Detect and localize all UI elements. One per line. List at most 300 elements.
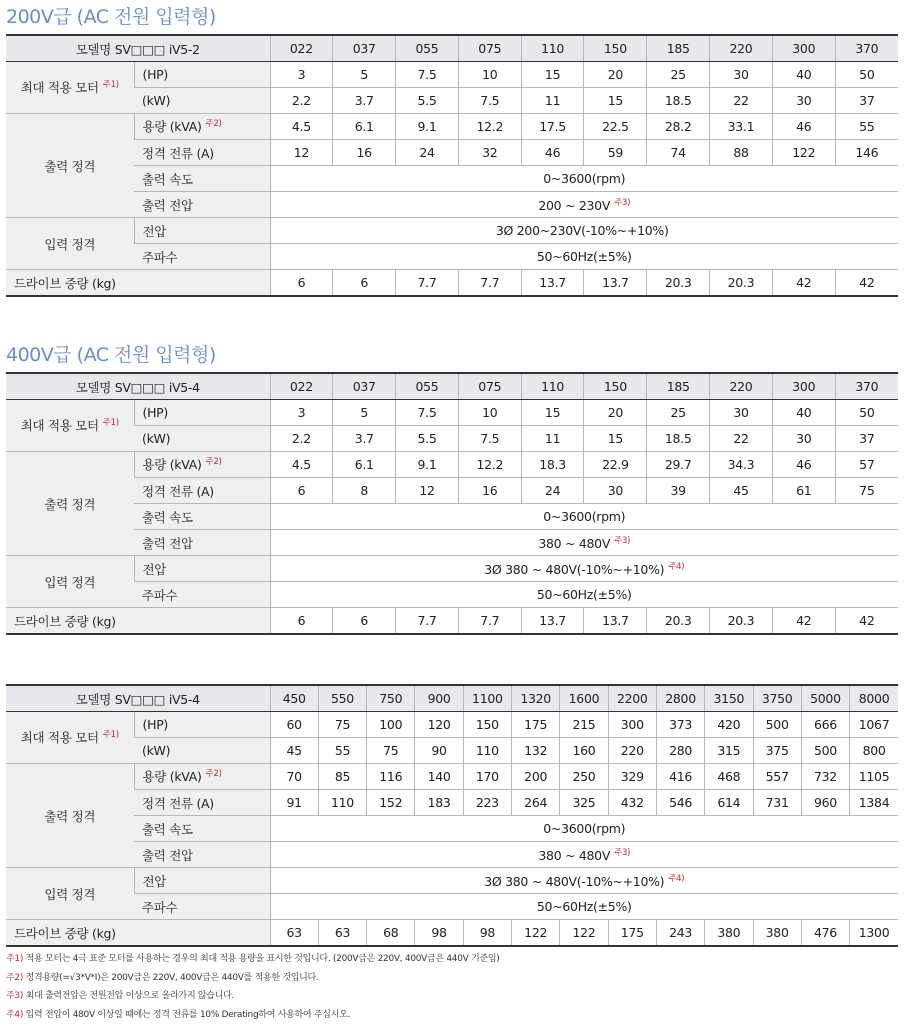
row-label-text: 입력 정격 (44, 236, 96, 252)
footnote-2: 주2) 정격용량(=√3*V*I)은 200V급은 220V, 400V급은 440V를 적용한 것입니다. (6, 972, 319, 983)
row-capacity (6, 452, 898, 478)
sub-label (134, 452, 270, 478)
row-label-text: 출력 전압 (142, 847, 193, 863)
weight-label: 드라이브 중량 (kg) (6, 920, 270, 947)
cell-capacity: 85 (318, 764, 366, 790)
row-speed (6, 504, 898, 530)
row-label-text: (HP) (142, 405, 168, 420)
cell-weight: 476 (801, 920, 849, 947)
cell-hp: 373 (656, 712, 704, 738)
sub-label (134, 192, 270, 218)
sub-label (134, 426, 270, 452)
cell-hp: 1067 (850, 712, 898, 738)
cell-capacity: 416 (656, 764, 704, 790)
cell-capacity: 9.1 (396, 452, 459, 478)
model-code: 370 (835, 373, 898, 400)
model-code: 220 (710, 373, 773, 400)
row-kw (6, 738, 898, 764)
cell-weight: 13.7 (521, 608, 584, 635)
row-label-text: 정격 전류 (A) (142, 795, 214, 811)
model-code: 037 (333, 35, 396, 62)
cell-hp: 3 (270, 400, 333, 426)
cell-kw: 18.5 (647, 426, 710, 452)
category-max-motor (6, 712, 134, 764)
model-code: 055 (396, 373, 459, 400)
row-label-text: 주파수 (142, 899, 178, 915)
cell-hp: 420 (705, 712, 753, 738)
cell-input-voltage (270, 556, 898, 582)
row-kw (6, 88, 898, 114)
row-label-text: 정격 전류 (A) (142, 483, 214, 499)
category-input-rating (6, 218, 134, 270)
cell-hp: 20 (584, 62, 647, 88)
model-code: 185 (647, 373, 710, 400)
cell-kw: 7.5 (458, 426, 521, 452)
cell-kw: 30 (772, 426, 835, 452)
model-code: 220 (710, 35, 773, 62)
cell-hp: 40 (772, 62, 835, 88)
cell-weight: 13.7 (521, 270, 584, 297)
cell-hp: 50 (835, 62, 898, 88)
cell-output-voltage (270, 192, 898, 218)
row-weight (6, 608, 898, 635)
row-label-text: 3Ø 380 ~ 480V(-10%~+10%) (484, 874, 665, 890)
sub-label (134, 166, 270, 192)
row-label-text: 최대 적용 모터 (20, 418, 99, 434)
cell-current: 61 (772, 478, 835, 504)
cell-input-voltage (270, 218, 898, 244)
cell-capacity: 200 (512, 764, 560, 790)
cell-hp: 666 (801, 712, 849, 738)
cell-capacity: 34.3 (710, 452, 773, 478)
cell-capacity: 29.7 (647, 452, 710, 478)
cell-kw: 75 (367, 738, 415, 764)
cell-kw: 315 (705, 738, 753, 764)
cell-kw: 22 (710, 426, 773, 452)
row-label-text: 출력 정격 (44, 158, 96, 174)
cell-current: 39 (647, 478, 710, 504)
model-code: 1320 (512, 685, 560, 712)
cell-hp: 300 (608, 712, 656, 738)
cell-current: 264 (512, 790, 560, 816)
model-code: 300 (772, 35, 835, 62)
cell-speed: 0~3600(rpm) (270, 816, 898, 842)
cell-current: 88 (710, 140, 773, 166)
cell-kw: 110 (463, 738, 511, 764)
cell-capacity: 46 (772, 452, 835, 478)
weight-label: 드라이브 중량 (kg) (6, 608, 270, 635)
cell-weight: 98 (463, 920, 511, 947)
row-label-text: 380 ~ 480V (538, 848, 611, 864)
cell-kw: 3.7 (333, 426, 396, 452)
row-input-voltage (6, 218, 898, 244)
cell-capacity: 732 (801, 764, 849, 790)
model-code: 3750 (753, 685, 801, 712)
cell-weight: 68 (367, 920, 415, 947)
cell-kw: 3.7 (333, 88, 396, 114)
cell-hp: 500 (753, 712, 801, 738)
cell-weight: 42 (835, 608, 898, 635)
weight-label: 드라이브 중량 (kg) (6, 270, 270, 297)
cell-frequency: 50~60Hz(±5%) (270, 894, 898, 920)
cell-kw: 37 (835, 426, 898, 452)
cell-capacity: 22.9 (584, 452, 647, 478)
category-max-motor (6, 62, 134, 114)
cell-current: 16 (458, 478, 521, 504)
footnote-3: 주3) 최대 출력전압은 전원전압 이상으로 올라가지 않습니다. (6, 991, 235, 1001)
footnote-ref: 주1) (102, 730, 119, 741)
category-input-rating (6, 556, 134, 608)
cell-hp: 100 (367, 712, 415, 738)
cell-input-voltage (270, 868, 898, 894)
section-title-400v: 400V급 (AC 전원 입력형) (6, 344, 216, 366)
footnote-ref: 주4) (668, 561, 685, 572)
cell-weight: 42 (772, 270, 835, 297)
row-label-text: 380 ~ 480V (538, 536, 611, 552)
cell-weight: 7.7 (396, 270, 459, 297)
table-header-row (6, 373, 898, 400)
cell-current: 91 (270, 790, 318, 816)
row-label-text: 출력 속도 (142, 171, 193, 187)
cell-kw: 15 (584, 426, 647, 452)
cell-kw: 22 (710, 88, 773, 114)
cell-weight: 6 (270, 270, 333, 297)
row-output-voltage (6, 530, 898, 556)
model-code: 750 (367, 685, 415, 712)
footnote-ref: 주3) (614, 847, 631, 858)
model-code: 300 (772, 373, 835, 400)
cell-current: 45 (710, 478, 773, 504)
sub-label (134, 556, 270, 582)
row-label-text: 출력 속도 (142, 821, 193, 837)
cell-capacity: 9.1 (396, 114, 459, 140)
cell-capacity: 33.1 (710, 114, 773, 140)
cell-capacity: 22.5 (584, 114, 647, 140)
cell-weight: 175 (608, 920, 656, 947)
cell-current: 46 (521, 140, 584, 166)
model-code: 5000 (801, 685, 849, 712)
sub-label (134, 88, 270, 114)
cell-capacity: 557 (753, 764, 801, 790)
row-speed (6, 166, 898, 192)
row-hp (6, 400, 898, 426)
model-code: 150 (584, 373, 647, 400)
model-code: 022 (270, 35, 333, 62)
row-label-text: 주파수 (142, 587, 178, 603)
cell-current: 122 (772, 140, 835, 166)
cell-current: 432 (608, 790, 656, 816)
row-hp (6, 62, 898, 88)
row-label-text: 용량 (kVA) (142, 457, 202, 473)
cell-hp: 215 (560, 712, 608, 738)
row-output-voltage (6, 842, 898, 868)
cell-kw: 132 (512, 738, 560, 764)
row-input-voltage (6, 868, 898, 894)
cell-current: 59 (584, 140, 647, 166)
cell-weight: 20.3 (710, 270, 773, 297)
cell-capacity: 250 (560, 764, 608, 790)
row-label-text: 출력 전압 (142, 197, 193, 213)
category-input-rating (6, 868, 134, 920)
cell-weight: 13.7 (584, 608, 647, 635)
row-current (6, 790, 898, 816)
cell-weight: 42 (835, 270, 898, 297)
row-label-text: (HP) (142, 67, 168, 82)
model-code: 110 (521, 35, 584, 62)
cell-capacity: 6.1 (333, 452, 396, 478)
footnote-ref: 주1) (102, 80, 119, 91)
model-code: 075 (458, 373, 521, 400)
cell-hp: 40 (772, 400, 835, 426)
cell-kw: 90 (415, 738, 463, 764)
cell-capacity: 17.5 (521, 114, 584, 140)
cell-hp: 5 (333, 400, 396, 426)
row-hp (6, 712, 898, 738)
sub-label (134, 400, 270, 426)
cell-current: 546 (656, 790, 704, 816)
cell-capacity: 329 (608, 764, 656, 790)
sub-label (134, 894, 270, 920)
sub-label (134, 62, 270, 88)
cell-weight: 20.3 (647, 270, 710, 297)
cell-current: 152 (367, 790, 415, 816)
row-weight (6, 920, 898, 947)
cell-current: 8 (333, 478, 396, 504)
row-kw (6, 426, 898, 452)
cell-weight: 63 (270, 920, 318, 947)
footnote-ref: 주2) (205, 119, 222, 130)
footnote-1: 주1) 적용 모터는 4극 표준 모터를 사용하는 경우의 최대 적용 용량을 표시한 것입니다. (200V급은 220V, 400V급은 440V 기준임) (6, 954, 500, 964)
cell-capacity: 28.2 (647, 114, 710, 140)
cell-hp: 7.5 (396, 62, 459, 88)
row-weight (6, 270, 898, 297)
cell-hp: 120 (415, 712, 463, 738)
cell-hp: 15 (521, 62, 584, 88)
cell-current: 75 (835, 478, 898, 504)
sub-label (134, 218, 270, 244)
cell-current: 731 (753, 790, 801, 816)
cell-hp: 5 (333, 62, 396, 88)
row-output-voltage (6, 192, 898, 218)
sub-label (134, 244, 270, 270)
cell-hp: 60 (270, 712, 318, 738)
model-code: 055 (396, 35, 459, 62)
model-code: 3150 (705, 685, 753, 712)
cell-hp: 75 (318, 712, 366, 738)
sub-label (134, 764, 270, 790)
cell-weight: 6 (333, 608, 396, 635)
sub-label (134, 868, 270, 894)
cell-capacity: 57 (835, 452, 898, 478)
cell-weight: 13.7 (584, 270, 647, 297)
cell-hp: 150 (463, 712, 511, 738)
cell-hp: 30 (710, 62, 773, 88)
cell-weight: 20.3 (647, 608, 710, 635)
row-label-text: 최대 적용 모터 (20, 730, 99, 746)
row-label-text: 최대 적용 모터 (20, 80, 99, 96)
cell-current: 614 (705, 790, 753, 816)
row-current (6, 140, 898, 166)
spec-table-200v (6, 34, 898, 297)
model-code: 185 (647, 35, 710, 62)
cell-weight: 122 (512, 920, 560, 947)
row-label-text: 전압 (142, 223, 167, 239)
cell-hp: 20 (584, 400, 647, 426)
model-code: 550 (318, 685, 366, 712)
cell-hp: 3 (270, 62, 333, 88)
row-label-text: 출력 정격 (44, 808, 96, 824)
cell-kw: 11 (521, 426, 584, 452)
cell-current: 183 (415, 790, 463, 816)
cell-hp: 7.5 (396, 400, 459, 426)
row-frequency (6, 894, 898, 920)
cell-current: 1384 (850, 790, 898, 816)
cell-kw: 55 (318, 738, 366, 764)
row-label-text: 출력 전압 (142, 535, 193, 551)
row-input-voltage (6, 556, 898, 582)
table-header-row (6, 35, 898, 62)
footnote-ref: 주3) (614, 197, 631, 208)
model-code: 037 (333, 373, 396, 400)
cell-capacity: 55 (835, 114, 898, 140)
model-code: 2200 (608, 685, 656, 712)
row-label-text: 전압 (142, 561, 167, 577)
sub-label (134, 582, 270, 608)
cell-capacity: 170 (463, 764, 511, 790)
cell-weight: 122 (560, 920, 608, 947)
cell-current: 960 (801, 790, 849, 816)
model-code: 900 (415, 685, 463, 712)
footnote-ref: 주2) (205, 769, 222, 780)
model-code: 450 (270, 685, 318, 712)
sub-label (134, 816, 270, 842)
cell-weight: 63 (318, 920, 366, 947)
table-header-row (6, 685, 898, 712)
cell-current: 12 (396, 478, 459, 504)
cell-current: 223 (463, 790, 511, 816)
cell-current: 12 (270, 140, 333, 166)
row-label-text: (kW) (142, 431, 171, 446)
cell-hp: 10 (458, 62, 521, 88)
cell-capacity: 4.5 (270, 452, 333, 478)
cell-weight: 7.7 (458, 270, 521, 297)
footnote-ref: 주1) (102, 418, 119, 429)
sub-label (134, 504, 270, 530)
cell-kw: 15 (584, 88, 647, 114)
model-code: 370 (835, 35, 898, 62)
cell-weight: 380 (753, 920, 801, 947)
footnote-ref: 주4) (668, 873, 685, 884)
row-label-text: 전압 (142, 873, 167, 889)
row-capacity (6, 764, 898, 790)
model-code: 022 (270, 373, 333, 400)
footnote-ref: 주2) (205, 457, 222, 468)
cell-current: 110 (318, 790, 366, 816)
footnotes (6, 950, 499, 1024)
cell-kw: 7.5 (458, 88, 521, 114)
row-label-text: 3Ø 380 ~ 480V(-10%~+10%) (484, 562, 665, 578)
cell-weight: 6 (333, 270, 396, 297)
cell-hp: 50 (835, 400, 898, 426)
model-code: 075 (458, 35, 521, 62)
model-code: 1100 (463, 685, 511, 712)
row-frequency (6, 582, 898, 608)
cell-capacity: 6.1 (333, 114, 396, 140)
footnote-ref: 주3) (614, 535, 631, 546)
sub-label (134, 842, 270, 868)
row-label-text: 입력 정격 (44, 886, 96, 902)
cell-kw: 18.5 (647, 88, 710, 114)
row-label-text: (kW) (142, 743, 171, 758)
cell-kw: 375 (753, 738, 801, 764)
cell-hp: 30 (710, 400, 773, 426)
cell-capacity: 12.2 (458, 452, 521, 478)
cell-current: 74 (647, 140, 710, 166)
cell-capacity: 116 (367, 764, 415, 790)
model-label: 모델명 SV□□□ iV5-4 (6, 373, 270, 400)
row-label-text: 3Ø 200~230V(-10%~+10%) (495, 223, 669, 239)
cell-capacity: 46 (772, 114, 835, 140)
cell-current: 6 (270, 478, 333, 504)
row-frequency (6, 244, 898, 270)
section-title-200v: 200V급 (AC 전원 입력형) (6, 6, 216, 28)
cell-kw: 2.2 (270, 88, 333, 114)
cell-kw: 160 (560, 738, 608, 764)
cell-current: 30 (584, 478, 647, 504)
cell-hp: 25 (647, 62, 710, 88)
cell-weight: 42 (772, 608, 835, 635)
sub-label (134, 790, 270, 816)
cell-weight: 7.7 (396, 608, 459, 635)
model-code: 150 (584, 35, 647, 62)
cell-current: 24 (521, 478, 584, 504)
row-label-text: (HP) (142, 717, 169, 732)
cell-capacity: 12.2 (458, 114, 521, 140)
row-label-text: (kW) (142, 93, 171, 108)
cell-current: 32 (458, 140, 521, 166)
sub-label (134, 738, 270, 764)
cell-weight: 98 (415, 920, 463, 947)
category-output-rating (6, 452, 134, 556)
cell-speed: 0~3600(rpm) (270, 504, 898, 530)
cell-weight: 1300 (850, 920, 898, 947)
spec-table-400v (6, 372, 898, 635)
model-code: 2800 (656, 685, 704, 712)
sub-label (134, 140, 270, 166)
cell-kw: 5.5 (396, 88, 459, 114)
cell-current: 146 (835, 140, 898, 166)
cell-kw: 220 (608, 738, 656, 764)
row-label-text: 정격 전류 (A) (142, 145, 214, 161)
row-label-text: 용량 (kVA) (142, 769, 202, 785)
cell-output-voltage (270, 530, 898, 556)
cell-kw: 30 (772, 88, 835, 114)
cell-weight: 380 (705, 920, 753, 947)
cell-hp: 175 (512, 712, 560, 738)
cell-hp: 25 (647, 400, 710, 426)
sub-label (134, 478, 270, 504)
sub-label (134, 712, 270, 738)
cell-frequency: 50~60Hz(±5%) (270, 244, 898, 270)
cell-hp: 15 (521, 400, 584, 426)
cell-current: 325 (560, 790, 608, 816)
cell-current: 16 (333, 140, 396, 166)
cell-capacity: 468 (705, 764, 753, 790)
model-label: 모델명 SV□□□ iV5-2 (6, 35, 270, 62)
row-label-text: 출력 속도 (142, 509, 193, 525)
category-max-motor (6, 400, 134, 452)
cell-weight: 6 (270, 608, 333, 635)
